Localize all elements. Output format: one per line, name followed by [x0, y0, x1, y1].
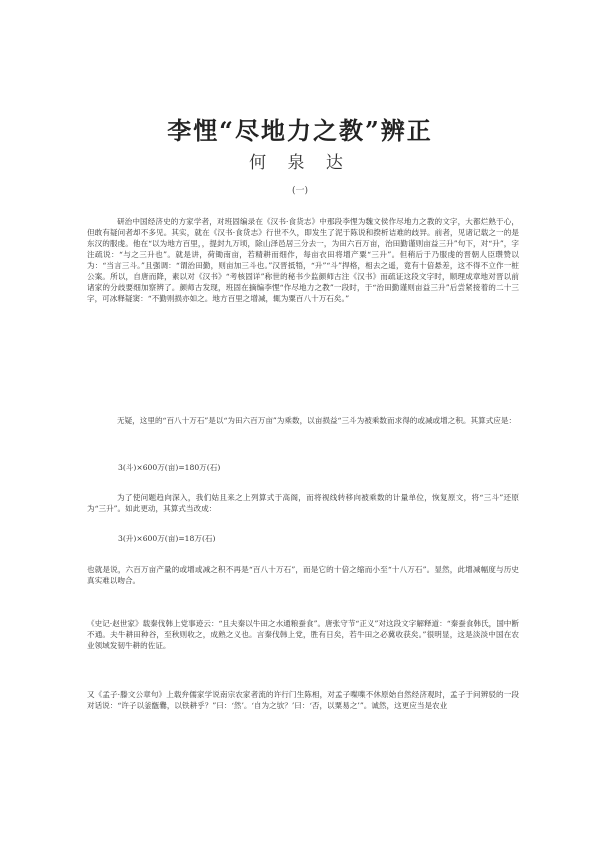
body-paragraph: 《史记·赵世家》载秦伐韩上党事迹云：“且夫秦以牛田之水通粮蚕食”。唐张守节“正义”对这段文字解释道：“秦蚕食韩氏，国中断不通。夫牛耕田种谷，至秋则收之，成熟之义也。言秦伐韩上党，胜有日矣，若牛田之必冀收获矣。”很明显，这是淡淡中国在农业领域发韧牛耕的佐证。 [87, 618, 519, 650]
body-paragraph: 研治中国经济史的方家学者，对班固编录在《汉书·食货志》中那段李悝为魏文侯作尽地力之教的文字，大都烂熟于心，但敢有疑问者却不多见。其实，就在《汉书·食货志》行世不久，即发生了泥于陈说和揆析诘难的歧异。前者，见诸记载之一的是东汉的服虔。他在“以为地方百里，，提封九万顷，除山泽邑居三分去一，为田六百万亩，治田勤谨则亩益三升”句下，对“升”，字注疏说：“与之三升也”。就是讲，荷锄南亩，若精耕而细作，每亩衣田将增产粟“三升”。但稍后于乃服虔的晋朝人臣瓒赞以为：“当言三斗。”且强调：“谓治田勤，则亩加三斗也。”汉晋抵牾，“升”“斗”捍格，相去之遥，竟有十倍悬差，这不得不立作一桩公案。所以，自唐而降，素以对《汉书》“考核固详”称世的秘书少监颜师古注《汉书》而疏证这段文字时，顺理成章地对晋以前诸家的分歧要细加察辨了。颜师古发现，班固在摘编李悝“作尽地力之教”一段时，于“治田勤谨则亩益三升”后尝紧接着的二十三字，可冰释疑窦：“不勤则损亦如之。地方百里之增减，辄为粟百八十万石矣。” [87, 216, 519, 303]
body-paragraph: 为了使问题趋向深入，我们姑且来之上列算式于高阁，而将视线转移向被乘数的计量单位，恢复原文，将“三斗”还原为“三升”。如此更动，其算式当改成： [87, 492, 519, 513]
formula: 3(升)×600万(亩)=18万(石) [118, 534, 216, 543]
body-paragraph: 又《孟子·滕文公章句》上载弁儒家学说南宗农家者流的许行门生陈相，对孟子喋喋不休原始自然经济观时，孟子于问辨驳的一段对话说：“许子以釜甑爨，以铁耕乎？”曰：‘然’。‘自为之欤？’曰：‘否，以粟易之’”。诚然，这更应当是农业 [87, 689, 519, 710]
formula: 3(斗)×600万(亩)=180万(石) [118, 463, 221, 472]
body-paragraph: 也就是说，六百万亩产量的或增或减之积不再是“百八十万石”，而是它的十倍之缩而小至“十八万石”。显然，此增减幅度与历史真实难以吻合。 [87, 564, 519, 585]
article-title: 李悝“尽地力之教”辨正 [167, 116, 433, 145]
body-paragraph: 无疑，这里的“百八十万石”是以“为田六百万亩”为乘数，以亩损益“三斗为被乘数而求得的或减或增之积。其算式应是： [117, 415, 517, 425]
section-marker: (一) [291, 186, 309, 196]
article-author: 何 泉 达 [249, 153, 351, 173]
